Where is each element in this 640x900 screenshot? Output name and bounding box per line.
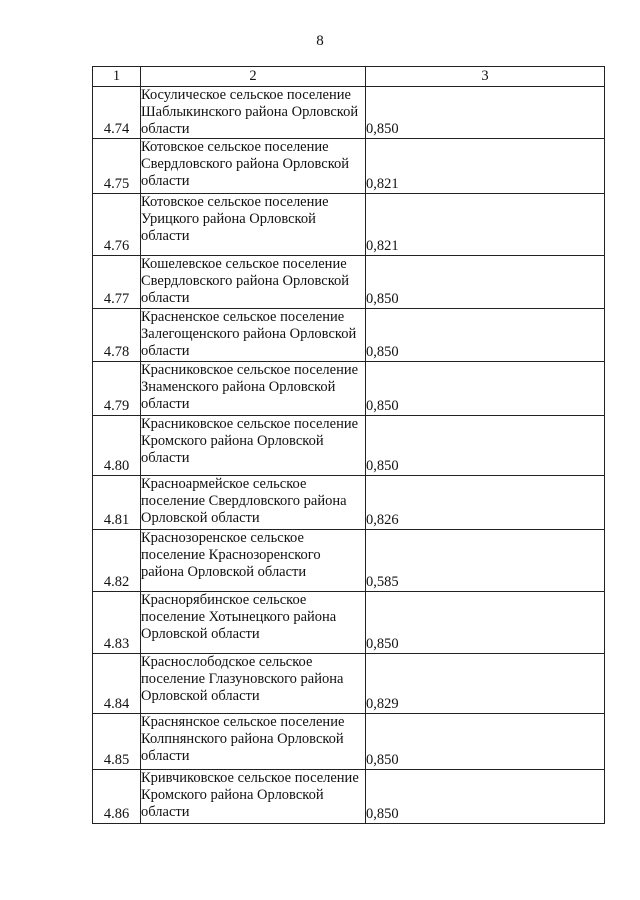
settlement-name: Краснозоренское сельское поселение Краснозоренского района Орловской области bbox=[141, 530, 366, 592]
coefficient-value: 0,850 bbox=[366, 714, 605, 770]
row-number: 4.82 bbox=[93, 530, 141, 592]
row-number: 4.83 bbox=[93, 592, 141, 654]
table-row bbox=[93, 309, 605, 362]
table-row bbox=[93, 654, 605, 714]
row-number: 4.77 bbox=[93, 256, 141, 309]
settlement-name: Красноармейское сельское поселение Свердловского района Орловской области bbox=[141, 476, 366, 530]
coefficient-value: 0,850 bbox=[366, 362, 605, 416]
column-header-name: 2 bbox=[141, 67, 366, 87]
settlement-name: Красниковское сельское поселение Знаменского района Орловской области bbox=[141, 362, 366, 416]
row-number: 4.78 bbox=[93, 309, 141, 362]
page-number: 8 bbox=[316, 33, 324, 49]
settlement-name: Краснослободское сельское поселение Глазуновского района Орловской области bbox=[141, 654, 366, 714]
settlement-name: Краснянское сельское поселение Колпнянского района Орловской области bbox=[141, 714, 366, 770]
settlement-name: Косулическое сельское поселение Шаблыкинского района Орловской области bbox=[141, 87, 366, 139]
coefficient-value: 0,850 bbox=[366, 87, 605, 139]
table-row bbox=[93, 87, 605, 139]
settlement-name: Краснорябинское сельское поселение Хотынецкого района Орловской области bbox=[141, 592, 366, 654]
row-number: 4.84 bbox=[93, 654, 141, 714]
row-number: 4.81 bbox=[93, 476, 141, 530]
settlement-name: Котовское сельское поселение Урицкого района Орловской области bbox=[141, 194, 366, 256]
table-row bbox=[93, 139, 605, 194]
coefficient-value: 0,829 bbox=[366, 654, 605, 714]
coefficient-value: 0,850 bbox=[366, 416, 605, 476]
table-row bbox=[93, 416, 605, 476]
row-number: 4.86 bbox=[93, 770, 141, 824]
coefficient-value: 0,850 bbox=[366, 770, 605, 824]
column-header-value: 3 bbox=[366, 67, 605, 87]
coefficient-value: 0,850 bbox=[366, 592, 605, 654]
row-number: 4.74 bbox=[93, 87, 141, 139]
settlement-name: Красниковское сельское поселение Кромского района Орловской области bbox=[141, 416, 366, 476]
coefficient-value: 0,850 bbox=[366, 309, 605, 362]
table-row bbox=[93, 362, 605, 416]
table-row bbox=[93, 592, 605, 654]
table-row bbox=[93, 770, 605, 824]
settlement-name: Кошелевское сельское поселение Свердловского района Орловской области bbox=[141, 256, 366, 309]
row-number: 4.76 bbox=[93, 194, 141, 256]
settlement-name: Кривчиковское сельское поселение Кромского района Орловской области bbox=[141, 770, 366, 824]
coefficient-value: 0,585 bbox=[366, 530, 605, 592]
coefficient-value: 0,850 bbox=[366, 256, 605, 309]
coefficient-value: 0,821 bbox=[366, 194, 605, 256]
settlement-coefficient-table bbox=[92, 66, 605, 824]
settlement-name: Красненское сельское поселение Залегощенского района Орловской области bbox=[141, 309, 366, 362]
column-header-number: 1 bbox=[93, 67, 141, 87]
coefficient-value: 0,826 bbox=[366, 476, 605, 530]
table-row bbox=[93, 256, 605, 309]
row-number: 4.75 bbox=[93, 139, 141, 194]
table-header-row bbox=[93, 67, 605, 87]
table-row bbox=[93, 530, 605, 592]
row-number: 4.80 bbox=[93, 416, 141, 476]
row-number: 4.79 bbox=[93, 362, 141, 416]
table-row bbox=[93, 476, 605, 530]
settlement-name: Котовское сельское поселение Свердловского района Орловской области bbox=[141, 139, 366, 194]
coefficient-value: 0,821 bbox=[366, 139, 605, 194]
table-row bbox=[93, 714, 605, 770]
row-number: 4.85 bbox=[93, 714, 141, 770]
table-row bbox=[93, 194, 605, 256]
